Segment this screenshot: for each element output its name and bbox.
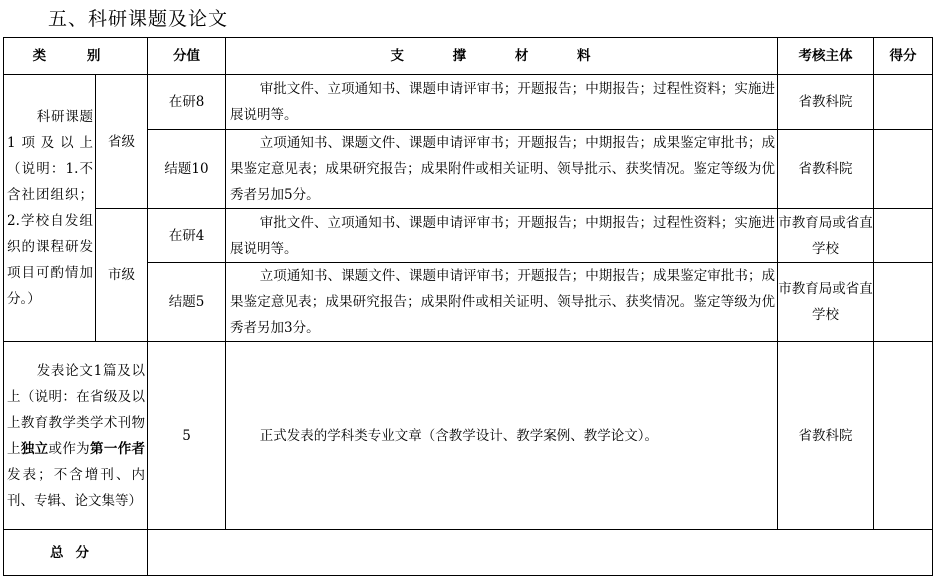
materials-cell <box>226 263 778 342</box>
table-row <box>4 209 933 263</box>
assessor-cell: 市教育局或省直学校 <box>778 209 874 263</box>
points-cell <box>874 263 933 342</box>
materials-text: 立项通知书、课题文件、课题申请评审书；开题报告；中期报告；成果鉴定审批书；成果鉴定意见表；成果研究报告；成果附件或相关证明、领导批示、获奖情况。鉴定等级为优秀者另加5分。 <box>230 135 776 203</box>
score-cell: 结题5 <box>148 263 226 342</box>
paper-category-text <box>7 358 145 514</box>
header-assessor: 考核主体 <box>778 38 874 75</box>
header-points: 得分 <box>874 38 933 75</box>
level-provincial: 省级 <box>96 75 148 209</box>
materials-text: 立项通知书、课题文件、课题申请评审书；开题报告；中期报告；成果鉴定审批书；成果鉴定意见表；成果研究报告；成果附件或相关证明、领导批示、获奖情况。鉴定等级为优秀者另加3分。 <box>230 268 776 336</box>
paper-category-part: 或作为 <box>48 440 91 457</box>
score-cell: 5 <box>148 342 226 530</box>
paper-category-cell <box>4 342 148 530</box>
materials-cell <box>226 75 778 130</box>
paper-category-bold: 独立 <box>20 440 49 457</box>
score-cell: 结题10 <box>148 130 226 209</box>
points-cell <box>874 209 933 263</box>
paper-category-part: 发表；不含增刊、内刊、专辑、论文集等） <box>7 466 146 509</box>
header-category: 类 别 <box>4 38 148 75</box>
research-category-text: 科研课题1项及以上（说明：1.不含社团组织；2.学校自发组织的课程研发项目可酌情加分。） <box>7 109 93 307</box>
scoring-table <box>3 37 933 576</box>
materials-cell <box>226 130 778 209</box>
paper-category-part: 发表论文1篇及以上（说明：在省级及以上教育教学类学术刊物上 <box>7 362 146 457</box>
total-label: 总分 <box>4 530 148 576</box>
materials-cell <box>226 342 778 530</box>
level-municipal: 市级 <box>96 209 148 342</box>
header-materials: 支 撑 材 料 <box>226 38 778 75</box>
assessor-cell: 省教科院 <box>778 130 874 209</box>
section-title: 五、科研课题及论文 <box>48 8 229 30</box>
score-cell: 在研8 <box>148 75 226 130</box>
assessor-cell: 市教育局或省直学校 <box>778 263 874 342</box>
points-cell <box>874 342 933 530</box>
materials-text: 审批文件、立项通知书、课题申请评审书；开题报告；中期报告；过程性资料；实施进展说明等。 <box>230 81 776 123</box>
header-row <box>4 38 933 75</box>
total-row <box>4 530 933 576</box>
paper-category-bold: 第一作者 <box>90 440 146 457</box>
table-row <box>4 342 933 530</box>
assessor-cell: 省教科院 <box>778 75 874 130</box>
header-score: 分值 <box>148 38 226 75</box>
points-cell <box>874 75 933 130</box>
materials-text: 审批文件、立项通知书、课题申请评审书；开题报告；中期报告；过程性资料；实施进展说明等。 <box>230 214 776 257</box>
table-row <box>4 75 933 130</box>
assessor-cell: 省教科院 <box>778 342 874 530</box>
total-value-cell <box>148 530 933 576</box>
points-cell <box>874 130 933 209</box>
materials-cell <box>226 209 778 263</box>
research-category-cell <box>4 75 96 342</box>
materials-text: 正式发表的学科类专业文章（含教学设计、教学案例、教学论文）。 <box>259 427 658 444</box>
score-cell: 在研4 <box>148 209 226 263</box>
